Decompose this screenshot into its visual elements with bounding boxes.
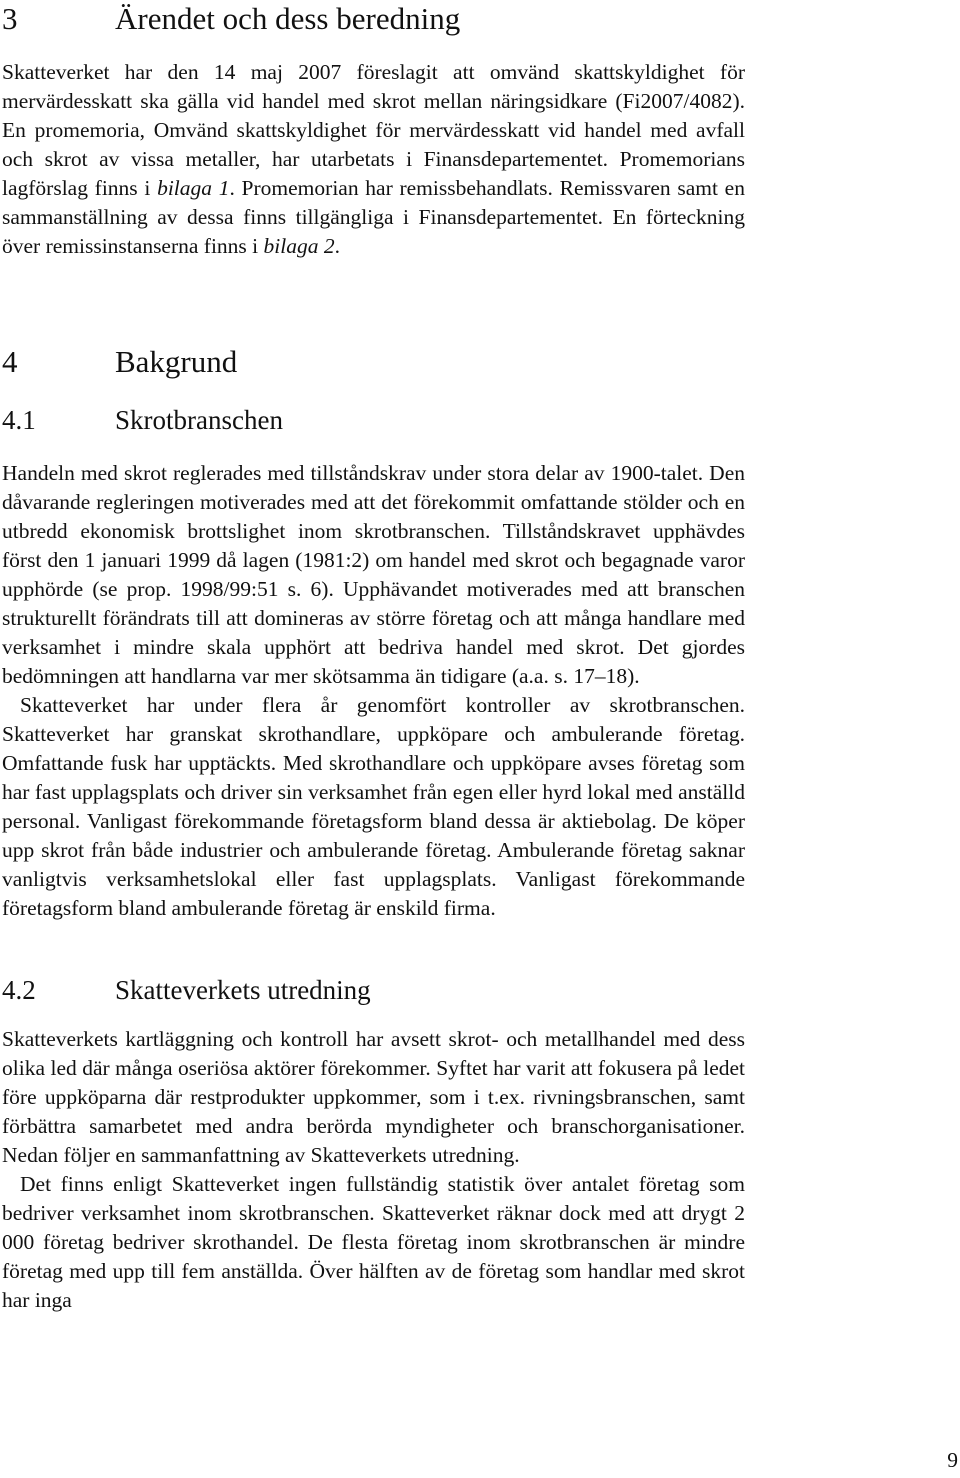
section-heading-3: [2, 0, 745, 38]
section-title: Ärendet och dess beredning: [115, 1, 461, 36]
section-title: Skatteverkets utredning: [115, 975, 371, 1005]
paragraph-skrotbranschen-2: Skatteverket har under flera år genomfört kontroller av skrotbranschen. Skatteverket har granskat skrothandlare, uppköpare och ambulerande företag. Omfattande fusk har upptäckts. Med skrothandlare och uppköpare avses företag som har fast upplagsplats och driver sin verksamhet från egen eller hyrd lokal med anställd personal. Vanligast förekommande företagsform bland dessa är aktiebolag. De köper upp skrot från både industrier och ambulerande företag. Ambulerande företag saknar vanligtvis verksamhetslokal eller fast upplagsplats. Vanligast förekommande företagsform bland ambulerande företag är enskild firma.: [2, 693, 745, 920]
page-content: [2, 0, 745, 1315]
section-number: 4.2: [2, 975, 36, 1005]
text-run: . Promemorian har remissbehandlats. Remissvaren samt en sammanställning av dessa finns tillgängliga i Finansdepartementet. En förteckning över remissinstanserna finns i: [2, 176, 745, 258]
paragraph-skrotbranschen-1: Handeln med skrot reglerades med tillståndskrav under stora delar av 1900-talet. Den dåvarande regleringen motiverades med att det förekommit omfattande stölder och en utbredd ekonomisk brottslighet inom skrotbranschen. Tillståndskravet upphävdes först den 1 januari 1999 då lagen (1981:2) om handel med skrot och begagnade varor upphörde (se prop. 1998/99:51 s. 6). Upphävandet motiverades med att branschen strukturellt förändrats till att domineras av större företag och att många handlare med verksamhet i mindre skala upphört att bedriva handel med skrot. Det gjordes bedömningen att handlarna var mer skötsamma än tidigare (a.a. s. 17–18).: [2, 461, 745, 688]
bilaga-reference: bilaga 2: [263, 234, 335, 258]
paragraph-utredning-1: Skatteverkets kartläggning och kontroll har avsett skrot- och metallhandel med dess olika led där många oseriösa aktörer förekommer. Syftet har varit att fokusera på ledet före uppköparna där restprodukter uppkommer, som i t.ex. rivningsbranschen, samt förbättra samarbetet med andra berörda myndigheter och branschorganisationer. Nedan följer en sammanfattning av Skatteverkets utredning.: [2, 1027, 745, 1167]
section-number: 4.1: [2, 405, 36, 435]
text-run: .: [334, 234, 340, 258]
section-number: 3: [2, 1, 18, 36]
bilaga-reference: bilaga 1: [157, 176, 230, 200]
paragraph-utredning-2: Det finns enligt Skatteverket ingen fullständig statistik över antalet företag som bedriver verksamhet inom skrotbranschen. Skatteverket räknar dock med att drygt 2 000 företag bedriver skrothandel. De flesta företag inom skrotbranschen är mindre företag med upp till fem anställda. Över hälften av de företag som handlar med skrot har inga: [2, 1172, 745, 1312]
page-number: 9: [947, 1448, 958, 1472]
section-heading-4: [2, 343, 745, 381]
section-number: 4: [2, 344, 18, 379]
subsection-heading-4-1: [2, 403, 745, 437]
section-title: Skrotbranschen: [115, 405, 283, 435]
paragraph-arendet: [2, 58, 745, 261]
section-title: Bakgrund: [115, 344, 238, 379]
subsection-heading-4-2: [2, 973, 745, 1007]
text-run: Skatteverket har den 14 maj 2007 föreslagit att omvänd skattskyldighet för mervärdesskatt ska gälla vid handel med skrot mellan näringsidkare (Fi2007/4082). En promemoria, Omvänd skattskyldighet för mervärdesskatt vid handel med avfall och skrot av vissa metaller, har utarbetats i Finansdepartementet. Promemorians lagförslag finns i: [2, 60, 745, 200]
